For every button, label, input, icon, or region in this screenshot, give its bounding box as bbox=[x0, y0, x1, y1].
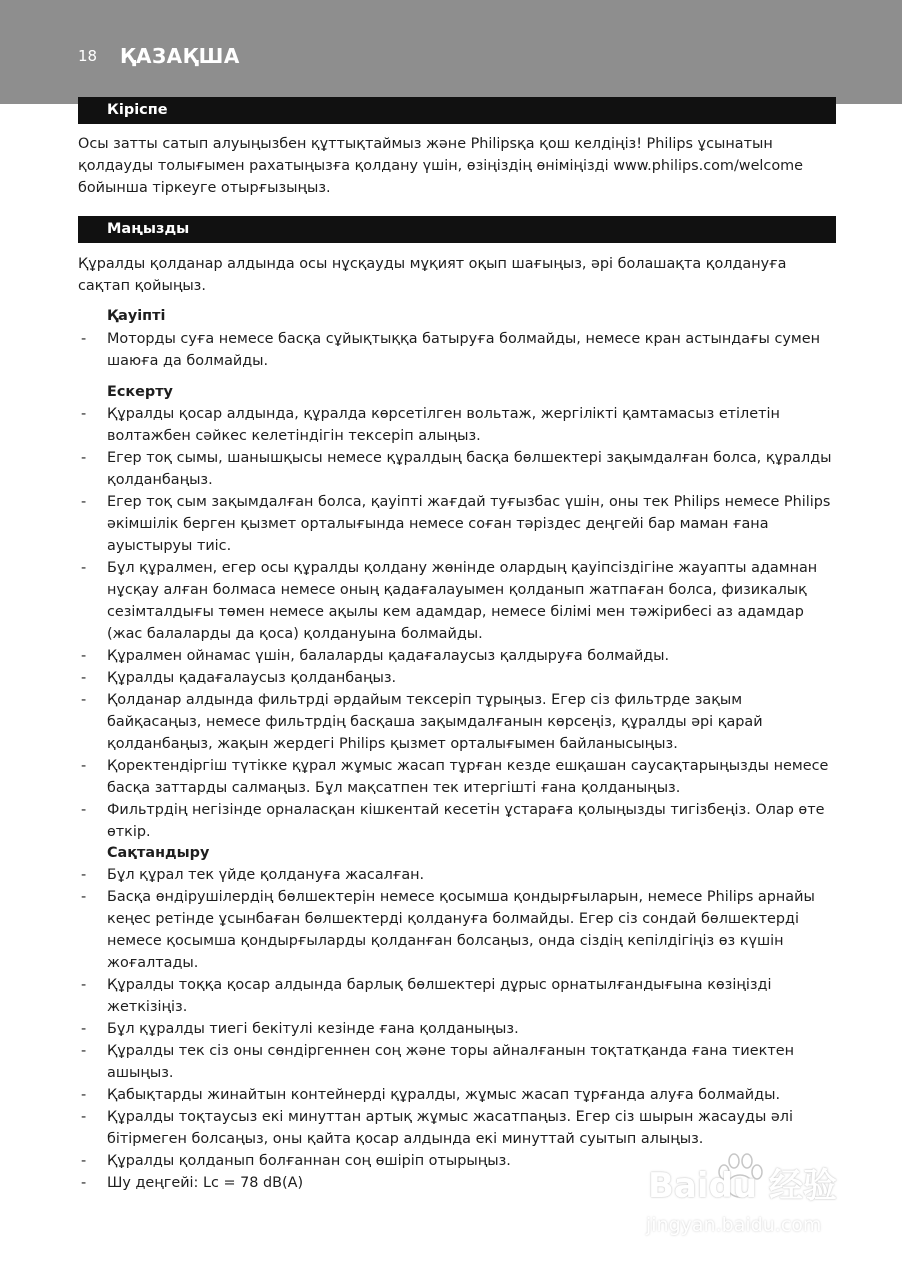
warning-heading: Ескерту bbox=[107, 384, 173, 400]
list-item: - Құралды қосар алдында, құралда көрсетілген вольтаж, жергілікті қамтамасыз етілетін волтажбен сәйкес келетіндігін тексеріп алыңыз. bbox=[78, 403, 838, 447]
list-item: - Бұл құралды тиегі бекітулі кезінде ғана қолданыңыз. bbox=[78, 1018, 838, 1040]
list-item: - Басқа өндірушілердің бөлшектерін немесе қосымша қондырғыларын, немесе Philips арнайы кеңес ретінде ұсынбаған бөлшектерді қолдануға болмайды. Егер сіз сондай бөлшектерді немесе қосымша қондырғыларды қолданған болсаңыз, онда сіздің кепілдігіңіз өз күшін жоғалтады. bbox=[78, 886, 838, 974]
list-item: - Егер тоқ сымы, шанышқысы немесе құралдың басқа бөлшектері зақымдалған болса, құралды қолданбаңыз. bbox=[78, 447, 838, 491]
list-item: - Құралды қадағалаусыз қолданбаңыз. bbox=[78, 667, 838, 689]
list-item: - Бұл құрал тек үйде қолдануға жасалған. bbox=[78, 864, 838, 886]
list-item: - Құралмен ойнамас үшін, балаларды қадағалаусыз қалдыруға болмайды. bbox=[78, 645, 838, 667]
watermark-logo-text: Baidu 经验 bbox=[648, 1166, 837, 1206]
section-heading-important bbox=[78, 216, 836, 243]
warning-list bbox=[78, 403, 838, 843]
danger-heading: Қауіпті bbox=[107, 308, 166, 324]
list-item: - Моторды суға немесе басқа сұйықтыққа батыруға болмайды, немесе кран астындағы сумен шаюға да болмайды. bbox=[78, 328, 838, 372]
list-item: - Қоректендіргіш түтікке құрал жұмыс жасап тұрған кезде ешқашан саусақтарыңызды немесе басқа заттарды салмаңыз. Бұл мақсатпен тек итергішті ғана қолданыңыз. bbox=[78, 755, 838, 799]
list-item: - Құралды тоқтаусыз екі минуттан артық жұмыс жасатпаңыз. Егер сіз шырын жасауды әлі бітірмеген болсаңыз, оны қайта қосар алдында екі минуттай суытып алыңыз. bbox=[78, 1106, 838, 1150]
caution-list bbox=[78, 864, 838, 1194]
list-item: - Құралды қолданып болғаннан соң өшіріп отырыңыз. bbox=[78, 1150, 838, 1172]
list-item: - Фильтрдің негізінде орналасқан кішкентай кесетін ұстараға қолыңызды тигізбеңіз. Олар өте өткір. bbox=[78, 799, 838, 843]
list-item: - Шу деңгейі: Lc = 78 dB(A) bbox=[78, 1172, 838, 1194]
watermark-url: jingyan.baidu.com bbox=[646, 1214, 822, 1236]
list-item: - Қолданар алдында фильтрді әрдайым тексеріп тұрыңыз. Егер сіз фильтрде зақым байқасаңыз, немесе фильтрдің басқаша зақымдалғанын көрсеңіз, құралды әрі қарай қолданбаңыз, жақын жердегі Philips қызмет орталығымен байланысыңыз. bbox=[78, 689, 838, 755]
section-heading-important-label: Маңызды bbox=[107, 221, 190, 237]
important-paragraph: Құралды қолданар алдында осы нұсқауды мұқият оқып шағыңыз, әрі болашақта қолдануға сақтап қойыңыз. bbox=[78, 256, 787, 294]
page-number: 18 bbox=[78, 47, 98, 65]
language-title: ҚАЗАҚША bbox=[120, 44, 240, 68]
list-item: - Құралды тоққа қосар алдында барлық бөлшектері дұрыс орнатылғандығына көзіңізді жеткізіңіз. bbox=[78, 974, 838, 1018]
list-item: - Бұл құралмен, егер осы құралды қолдану жөнінде олардың қауіпсіздігіне жауапты адамнан нұсқау алған болмаса немесе оның қадағалауымен қолданып жатпаған болса, физикалық сезімталдығы төмен немесе ақылы кем адамдар, немесе білімі мен тәжірибесі аз адамдар (жас балаларды да қоса) қолдануына болмайды. bbox=[78, 557, 838, 645]
danger-list bbox=[78, 328, 838, 372]
baidu-watermark bbox=[640, 1148, 845, 1243]
caution-heading: Сақтандыру bbox=[107, 845, 210, 861]
section-heading-intro bbox=[78, 97, 836, 124]
list-item: - Құралды тек сіз оны сөндіргеннен соң және торы айналғанын тоқтатқанда ғана тиектен ашыңыз. bbox=[78, 1040, 838, 1084]
section-heading-intro-label: Кіріспе bbox=[107, 102, 168, 118]
list-item: - Қабықтарды жинайтын контейнерді құралды, жұмыс жасап тұрғанда алуға болмайды. bbox=[78, 1084, 838, 1106]
intro-paragraph: Осы затты сатып алуыңызбен құттықтаймыз және Philipsқа қош келдіңіз! Philips ұсынатын қолдауды толығымен рахатыңызға қолдану үшін, өзіңіздің өніміңізді www.philips.com/welcome бойынша тіркеуге отырғызыңыз. bbox=[78, 136, 804, 196]
list-item: - Егер тоқ сым зақымдалған болса, қауіпті жағдай туғызбас үшін, оны тек Philips немесе Philips әкімшілік берген қызмет орталығында немесе соған тәріздес деңгейі бар маман ғана ауыстыруы тиіс. bbox=[78, 491, 838, 557]
